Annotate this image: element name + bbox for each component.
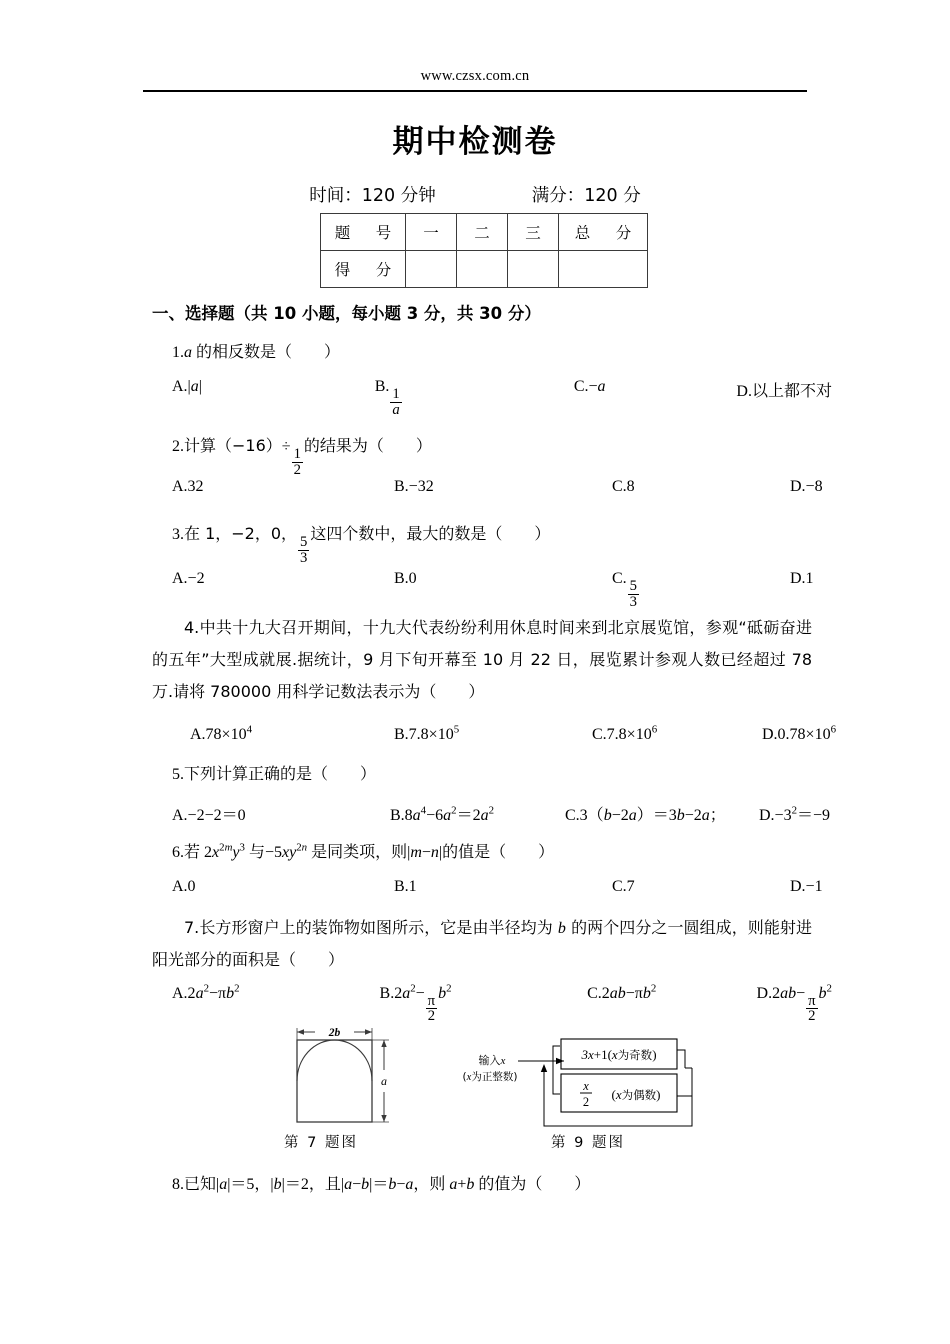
- question-5-options: [172, 802, 832, 825]
- figure-9-caption: 第 9 题图: [551, 1135, 625, 1151]
- site-url: www.czsx.com.cn: [420, 68, 530, 84]
- option-6-A[interactable]: A.0: [172, 878, 196, 895]
- option-6-C[interactable]: C.7: [612, 878, 635, 895]
- svg-text:a: a: [381, 1074, 387, 1088]
- svg-text:3x+1(x为奇数): 3x+1(x为奇数): [581, 1047, 657, 1062]
- score-table-label-score: 得 分: [321, 251, 406, 288]
- option-7-D[interactable]: D.2ab− $\frac{\pi}{2}$ $b^2$: [756, 982, 832, 1025]
- option-1-B[interactable]: B. $\frac{1}{a}$: [374, 378, 400, 418]
- svg-text:x: x: [583, 1079, 589, 1093]
- option-6-D[interactable]: D.−1: [790, 878, 823, 895]
- question-6-options: [172, 878, 832, 896]
- svg-text:2b: 2b: [328, 1027, 341, 1039]
- score-table-col-3: 三: [508, 214, 559, 251]
- option-3-A[interactable]: A.−2: [172, 570, 205, 587]
- page-title: 期中检测卷: [392, 124, 558, 160]
- svg-text:输入x: 输入x: [478, 1054, 506, 1067]
- exam-meta: [0, 182, 950, 207]
- option-5-D[interactable]: $D.-3^2=-9$: [759, 804, 831, 824]
- score-cell-total[interactable]: [559, 251, 648, 288]
- question-1-options: [172, 378, 832, 418]
- exam-time: 时间：120 分钟: [309, 186, 436, 206]
- score-table: [320, 213, 648, 288]
- question-3-options: [172, 570, 832, 610]
- option-7-B[interactable]: $B.2a^2-$ $\frac{\pi}{2}$ $b^2$: [379, 982, 452, 1025]
- header-divider: [143, 90, 807, 92]
- question-3-stem: 3.在 1，−2，0， $\frac{5}{3}$ 这四个数中，最大的数是（ ）: [172, 524, 551, 566]
- option-4-D[interactable]: $D.0.78\times 10^6$: [762, 723, 837, 743]
- question-1-stem: 1.a 的相反数是（ ）: [172, 342, 341, 361]
- option-1-C[interactable]: C.−a: [573, 378, 606, 395]
- option-3-B[interactable]: B.0: [394, 570, 417, 587]
- question-4-stem: 4.中共十九大召开期间，十九大代表纷纷利用休息时间来到北京展览馆，参观“砥砺奋进的五年”大型成就展.据统计，9 月下旬开幕至 10 月 22 日，展览累计参观人数已经超过 78 万.请将 780000 用科学记数法表示为（ ）: [152, 618, 812, 702]
- option-5-A[interactable]: A.−2−2＝0: [172, 807, 246, 824]
- question-4-options: [190, 723, 850, 744]
- score-table-col-2: 二: [457, 214, 508, 251]
- option-1-A[interactable]: A.|a|: [172, 378, 202, 395]
- option-2-B[interactable]: B.−32: [394, 478, 434, 495]
- option-4-C[interactable]: $C.7.8\times 10^6$: [592, 723, 658, 743]
- score-table-col-1: 一: [406, 214, 457, 251]
- table-row: [321, 251, 648, 288]
- option-4-A[interactable]: $A.78\times 10^4$: [190, 723, 253, 743]
- figure-question-9: [440, 1038, 700, 1139]
- question-7-stem: 7.长方形窗户上的装饰物如图所示，它是由半径均为 b 的两个四分之一圆组成，则能射进阳光部分的面积是（ ）: [152, 918, 812, 970]
- option-7-A[interactable]: $A.2a^2-\pi b^2$: [172, 982, 240, 1002]
- option-7-C[interactable]: $C.2ab-\pi b^2$: [587, 982, 657, 1002]
- question-2-options: [172, 478, 832, 496]
- option-5-B[interactable]: $B.8a^4-6a^2=2a^2$: [390, 804, 495, 824]
- question-8-stem: 8.已知|a|＝5，|b|＝2，且|a−b|＝b−a，则 a+b 的值为（ ）: [172, 1174, 591, 1193]
- svg-text:(x为偶数): (x为偶数): [611, 1087, 661, 1102]
- svg-text:2: 2: [582, 1095, 590, 1109]
- question-6-stem: 6.若 $2x^{2m}y^3$ 与$-5xy^{2n}$ 是同类项，则|m−n|的值是（ ）: [172, 841, 555, 861]
- svg-text:(x为正整数): (x为正整数): [462, 1071, 518, 1083]
- figure-question-7: [283, 1026, 403, 1135]
- option-2-D[interactable]: D.−8: [790, 478, 823, 495]
- option-3-D[interactable]: D.1: [790, 570, 814, 587]
- option-2-A[interactable]: A.32: [172, 478, 204, 495]
- option-4-B[interactable]: $B.7.8\times 10^5$: [394, 723, 460, 743]
- question-2-stem: 2.计算（−16）÷ $\frac{1}{2}$ 的结果为（ ）: [172, 436, 432, 478]
- score-cell-1[interactable]: [406, 251, 457, 288]
- option-2-C[interactable]: C.8: [612, 478, 635, 495]
- table-row: [321, 214, 648, 251]
- question-5-stem: 5.下列计算正确的是（ ）: [172, 764, 377, 783]
- figure-7-caption: 第 7 题图: [284, 1135, 358, 1151]
- option-5-C[interactable]: C.3（b−2a）＝3b−2a；: [565, 807, 726, 824]
- score-table-label-question: 题 号: [321, 214, 406, 251]
- question-7-options: [172, 982, 832, 1025]
- score-table-col-total: 总 分: [559, 214, 648, 251]
- score-cell-2[interactable]: [457, 251, 508, 288]
- score-cell-3[interactable]: [508, 251, 559, 288]
- option-1-D[interactable]: D.以上都不对: [736, 381, 832, 400]
- option-6-B[interactable]: B.1: [394, 878, 417, 895]
- section-heading-choice: 一、选择题（共 10 小题，每小题 3 分，共 30 分）: [152, 304, 541, 323]
- exam-full-score: 满分：120 分: [531, 186, 641, 206]
- option-3-C[interactable]: C. $\frac{5}{3}$: [612, 570, 638, 610]
